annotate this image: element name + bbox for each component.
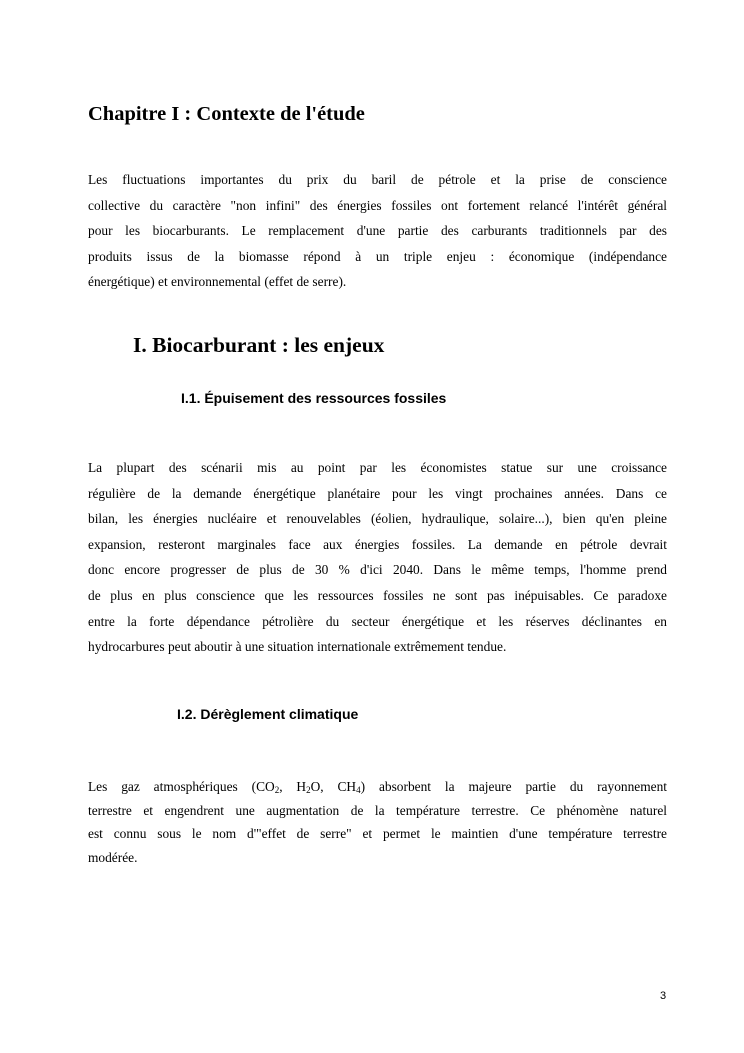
section-title: I. Biocarburant : les enjeux bbox=[133, 333, 385, 357]
text-line: régulière de la demande énergétique planétaire pour les vingt prochaines années. Dans ce bbox=[88, 485, 667, 501]
intro-paragraph bbox=[88, 167, 667, 295]
subsection-2-paragraph bbox=[88, 775, 667, 869]
page-number: 3 bbox=[660, 990, 667, 1002]
subsection-1-paragraph bbox=[88, 455, 667, 660]
text-line: est connu sous le nom d'"effet de serre" et permet le maintien d'une température terrestre bbox=[88, 826, 667, 841]
subscript: 2 bbox=[274, 785, 280, 795]
text-line: de plus en plus conscience que les ressources fossiles ne sont pas inépuisables. Ce paradoxe bbox=[88, 587, 667, 603]
text-line: entre la forte dépendance pétrolière du secteur énergétique et les réserves déclinantes en bbox=[88, 613, 667, 629]
text-line: collective du caractère "non infini" des énergies fossiles ont fortement relancé l'intérêt général bbox=[88, 197, 667, 213]
subsection-1-title: I.1. Épuisement des ressources fossiles bbox=[181, 390, 447, 406]
text-segment: , H bbox=[279, 779, 307, 794]
text-line: modérée. bbox=[88, 849, 138, 865]
text-line: terrestre et engendrent une augmentation de la température terrestre. Ce phénomène naturel bbox=[88, 802, 667, 818]
subsection-2-title: I.2. Dérèglement climatique bbox=[177, 706, 359, 722]
text-line: Les fluctuations importantes du prix du baril de pétrole et la prise de conscience bbox=[88, 172, 667, 187]
subscript: 4 bbox=[356, 785, 361, 795]
text-line bbox=[88, 775, 667, 799]
text-line: énergétique) et environnemental (effet de serre). bbox=[88, 274, 347, 290]
text-line: pour les biocarburants. Le remplacement d'une partie des carburants traditionnels par des bbox=[88, 223, 667, 239]
text-segment: ) absorbent la majeure partie du rayonnement bbox=[360, 779, 667, 794]
text-line: hydrocarbures peut aboutir à une situation internationale extrêmement tendue. bbox=[88, 639, 507, 655]
chapter-title: Chapitre I : Contexte de l'étude bbox=[88, 103, 365, 125]
text-line: produits issus de la biomasse répond à un triple enjeu : économique (indépendance bbox=[88, 248, 667, 264]
text-line: expansion, resteront marginales face aux énergies fossiles. La demande en pétrole devrait bbox=[88, 536, 667, 552]
text-line: La plupart des scénarii mis au point par les économistes statue sur une croissance bbox=[88, 460, 667, 475]
text-line: donc encore progresser de plus de 30 % d'ici 2040. Dans le même temps, l'homme prend bbox=[88, 562, 667, 578]
text-segment: Les gaz atmosphériques (CO bbox=[88, 779, 275, 794]
text-segment: O, CH bbox=[310, 779, 357, 794]
subscript: 2 bbox=[306, 785, 311, 795]
text-line: bilan, les énergies nucléaire et renouvelables (éolien, hydraulique, solaire...), bien qu'en pleine bbox=[88, 511, 667, 527]
